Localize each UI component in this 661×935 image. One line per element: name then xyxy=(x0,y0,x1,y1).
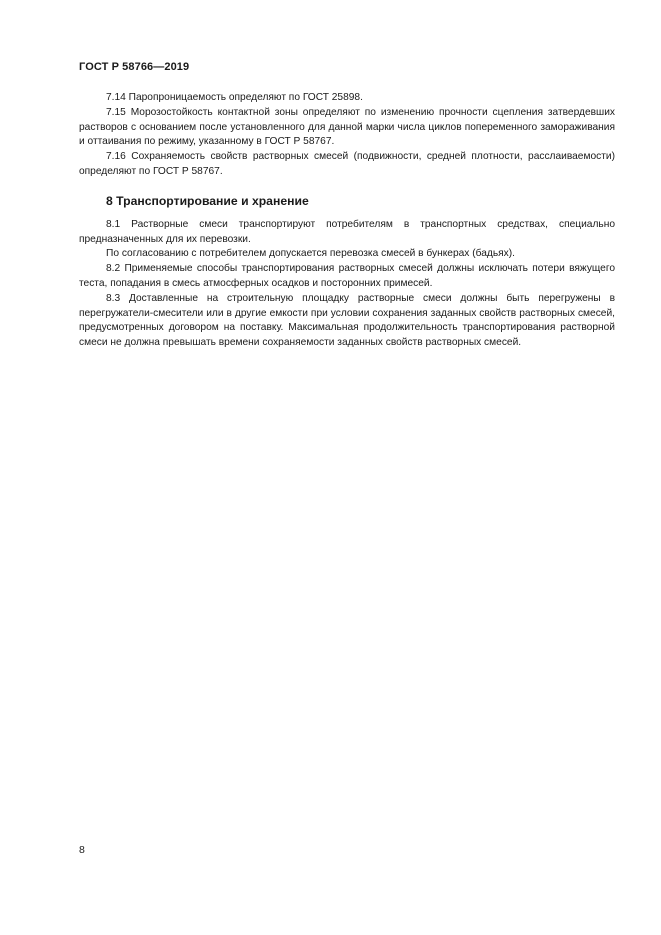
document-code-header: ГОСТ Р 58766—2019 xyxy=(79,61,190,73)
section-8-title: 8 Транспортирование и хранение xyxy=(106,193,309,208)
paragraph-8-1: 8.1 Растворные смеси транспортируют потребителям в транспортных средствах, специально предназначенных для их перевозки. xyxy=(79,218,615,245)
paragraph-7-15: 7.15 Морозостойкость контактной зоны определяют по изменению прочности сцепления затвердевших растворов с основанием после установленного для данной марки числа циклов попеременного замораживания и оттаивания по режиму, указанному в ГОСТ Р 58767. xyxy=(79,106,615,148)
paragraph-8-1-agreement: По согласованию с потребителем допускается перевозка смесей в бункерах (бадьях). xyxy=(106,248,515,260)
page-number: 8 xyxy=(79,844,85,856)
paragraph-8-2: 8.2 Применяемые способы транспортирования растворных смесей должны исключать потери вяжущего теста, попадания в смесь атмосферных осадков и посторонних примесей. xyxy=(79,263,615,289)
document-body xyxy=(79,91,615,351)
paragraph-8-3: 8.3 Доставленные на строительную площадку растворные смеси должны быть перегружены в перегружатели-смесители или в другие емкости при условии сохранения заданных свойств растворных смесей, предусмотренных договором на поставку. Максимальная продолжительность транспортирования растворной смеси не должна превышать времени сохраняемости заданных свойств растворных смесей. xyxy=(79,292,615,349)
paragraph-7-14: 7.14 Паропроницаемость определяют по ГОСТ 25898. xyxy=(106,92,363,103)
paragraph-7-16: 7.16 Сохраняемость свойств растворных смесей (подвижности, средней плотности, расслаиваемости) определяют по ГОСТ Р 58767. xyxy=(79,151,615,177)
